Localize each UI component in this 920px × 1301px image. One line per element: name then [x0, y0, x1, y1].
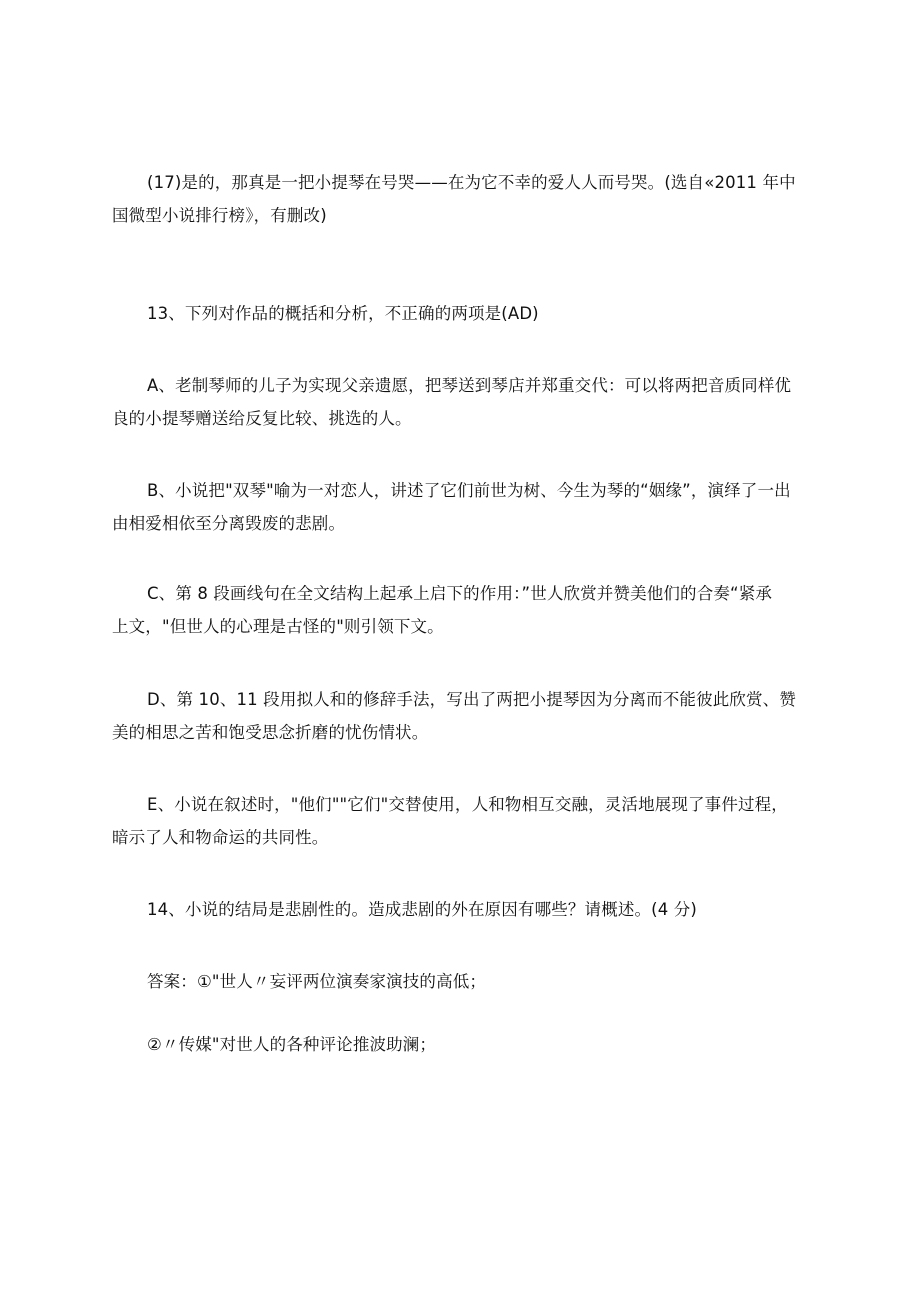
text-line: 由相爱相依至分离毁废的悲剧。 [112, 514, 346, 533]
answer-line-1 [112, 965, 818, 998]
text-line: D、第 10、11 段用拟人和的修辞手法，写出了两把小提琴因为分离而不能彼此欣赏、赞 [147, 690, 796, 709]
text-line: 上文，"但世人的心理是古怪的"则引领下文。 [112, 617, 444, 636]
option-d [112, 683, 818, 749]
text-line: 答案：①"世人〃妄评两位演奏家演技的高低； [147, 972, 487, 991]
text-line: 良的小提琴赠送给反复比较、挑选的人。 [112, 409, 412, 428]
question-13-heading [112, 297, 818, 330]
text-line: 国微型小说排行榜》，有删改) [112, 206, 327, 225]
text-line: 13、下列对作品的概括和分析，不正确的两项是(AD) [147, 304, 539, 323]
text-line: (17)是的，那真是一把小提琴在号哭——在为它不幸的爱人人而号哭。(选自«2011 年中 [147, 173, 796, 192]
text-line: C、第 8 段画线句在全文结构上起承上启下的作用：”世人欣赏并赞美他们的合奏“紧承 [147, 584, 773, 603]
option-e [112, 788, 818, 854]
answer-line-2 [112, 1028, 818, 1061]
paragraph-17-conclusion [112, 166, 818, 232]
text-line: E、小说在叙述时，"他们""它们"交替使用，人和物相互交融，灵活地展现了事件过程， [147, 795, 788, 814]
option-b [112, 474, 818, 540]
text-line: B、小说把"双琴"喻为一对恋人，讲述了它们前世为树、今生为琴的“姻缘”，演绎了一出 [147, 481, 791, 500]
question-14-heading [112, 893, 818, 926]
text-line: A、老制琴师的儿子为实现父亲遗愿，把琴送到琴店并郑重交代：可以将两把音质同样优 [147, 376, 792, 395]
option-a [112, 369, 818, 435]
text-line: 暗示了人和物命运的共同性。 [112, 828, 329, 847]
text-line: 美的相思之苦和饱受思念折磨的忧伤情状。 [112, 723, 429, 742]
text-line: 14、小说的结局是悲剧性的。造成悲剧的外在原因有哪些？请概述。(4 分) [147, 900, 698, 919]
text-line: ②〃传媒"对世人的各种评论推波助澜； [147, 1035, 437, 1054]
option-c [112, 577, 818, 643]
